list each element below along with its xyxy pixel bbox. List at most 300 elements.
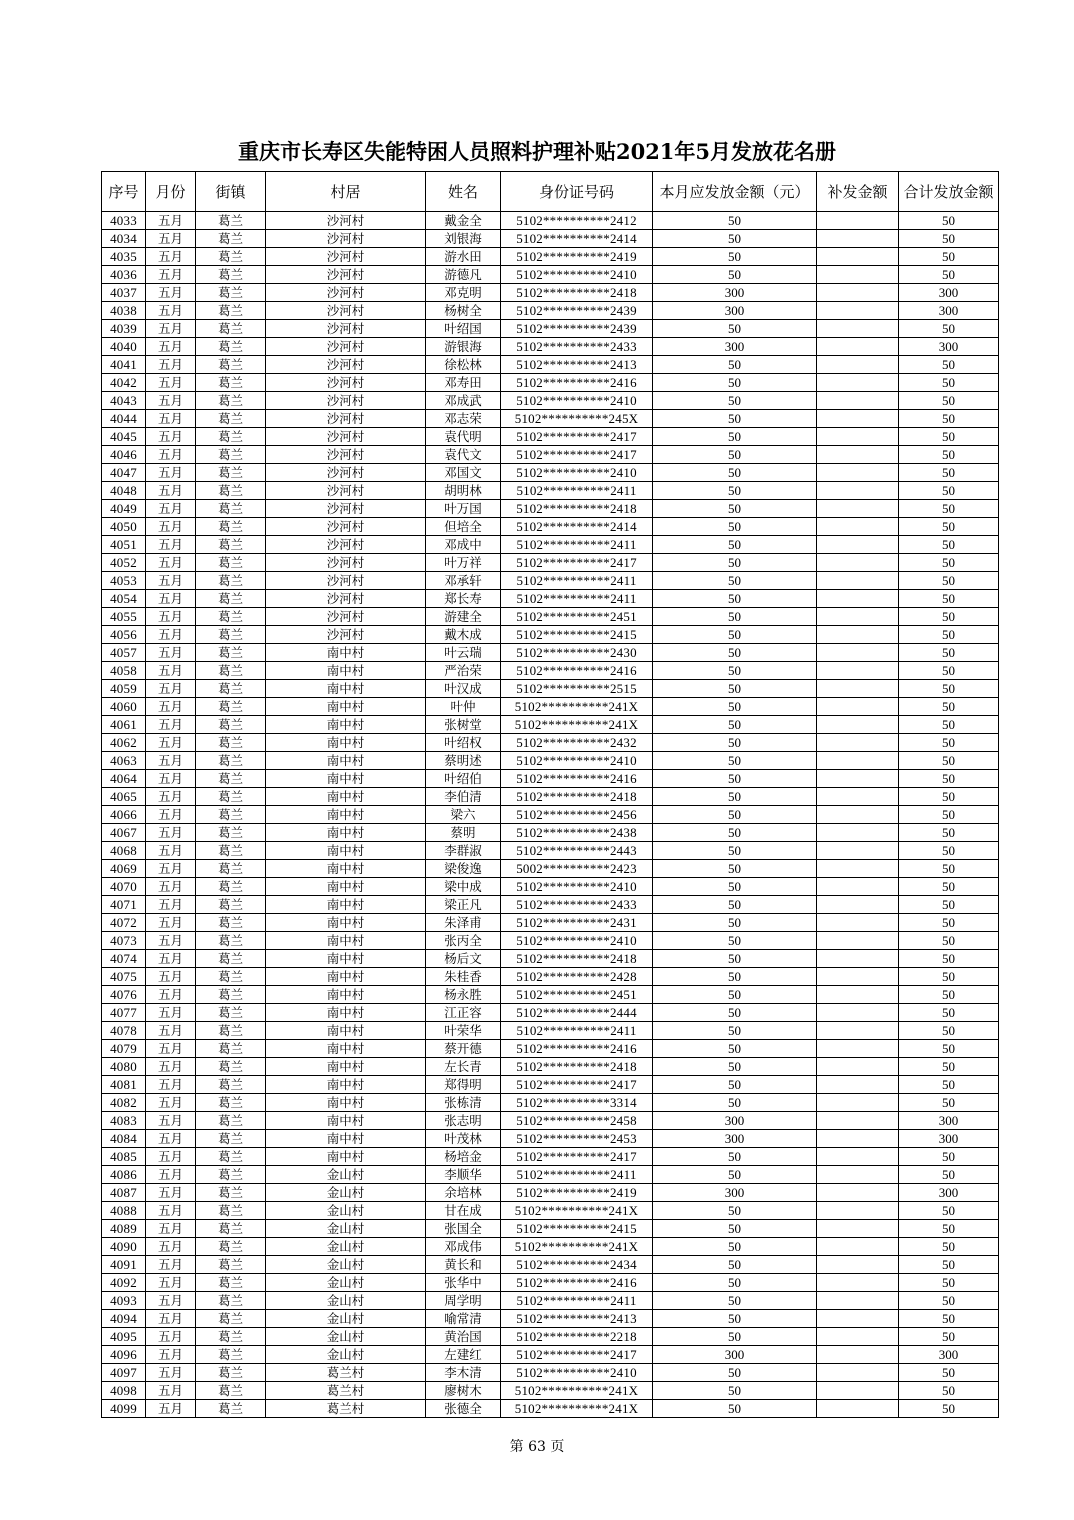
cell-village: 南中村	[266, 878, 426, 896]
cell-id-number: 5102**********241X	[501, 1238, 653, 1256]
cell-name: 叶绍伯	[426, 770, 501, 788]
cell-monthly-amount: 50	[653, 230, 817, 248]
cell-name: 廖树木	[426, 1382, 501, 1400]
cell-back-pay	[817, 1310, 899, 1328]
cell-total: 50	[899, 410, 999, 428]
cell-back-pay	[817, 1076, 899, 1094]
cell-back-pay	[817, 1040, 899, 1058]
cell-id-number: 5102**********2410	[501, 464, 653, 482]
cell-month: 五月	[146, 1076, 196, 1094]
cell-town: 葛兰	[196, 896, 266, 914]
cell-monthly-amount: 50	[653, 482, 817, 500]
cell-monthly-amount: 300	[653, 1112, 817, 1130]
cell-name: 蔡明述	[426, 752, 501, 770]
col-header-monthly-amount: 本月应发放金额（元）	[653, 172, 817, 212]
cell-seq: 4075	[102, 968, 146, 986]
cell-village: 沙河村	[266, 626, 426, 644]
cell-month: 五月	[146, 662, 196, 680]
cell-town: 葛兰	[196, 878, 266, 896]
cell-back-pay	[817, 1220, 899, 1238]
table-row	[102, 734, 999, 752]
cell-total: 50	[899, 212, 999, 230]
cell-total: 50	[899, 824, 999, 842]
cell-village: 南中村	[266, 1148, 426, 1166]
cell-village: 南中村	[266, 734, 426, 752]
cell-town: 葛兰	[196, 428, 266, 446]
cell-seq: 4083	[102, 1112, 146, 1130]
cell-village: 金山村	[266, 1220, 426, 1238]
cell-seq: 4033	[102, 212, 146, 230]
cell-town: 葛兰	[196, 644, 266, 662]
table-row	[102, 338, 999, 356]
cell-total: 50	[899, 770, 999, 788]
cell-seq: 4086	[102, 1166, 146, 1184]
cell-total: 50	[899, 1400, 999, 1418]
cell-back-pay	[817, 788, 899, 806]
cell-monthly-amount: 50	[653, 392, 817, 410]
cell-name: 李顺华	[426, 1166, 501, 1184]
cell-seq: 4062	[102, 734, 146, 752]
cell-id-number: 5102**********241X	[501, 1382, 653, 1400]
cell-monthly-amount: 50	[653, 608, 817, 626]
cell-town: 葛兰	[196, 698, 266, 716]
cell-town: 葛兰	[196, 1238, 266, 1256]
cell-back-pay	[817, 518, 899, 536]
cell-seq: 4066	[102, 806, 146, 824]
cell-month: 五月	[146, 698, 196, 716]
cell-back-pay	[817, 806, 899, 824]
cell-name: 张华中	[426, 1274, 501, 1292]
cell-seq: 4094	[102, 1310, 146, 1328]
cell-total: 50	[899, 1148, 999, 1166]
cell-id-number: 5102**********241X	[501, 1202, 653, 1220]
cell-seq: 4048	[102, 482, 146, 500]
cell-back-pay	[817, 338, 899, 356]
cell-month: 五月	[146, 482, 196, 500]
cell-monthly-amount: 50	[653, 950, 817, 968]
cell-seq: 4056	[102, 626, 146, 644]
table-row	[102, 770, 999, 788]
cell-back-pay	[817, 986, 899, 1004]
table-row	[102, 1148, 999, 1166]
cell-month: 五月	[146, 626, 196, 644]
cell-id-number: 5102**********2417	[501, 428, 653, 446]
cell-month: 五月	[146, 212, 196, 230]
cell-village: 南中村	[266, 1022, 426, 1040]
cell-village: 南中村	[266, 770, 426, 788]
cell-village: 沙河村	[266, 608, 426, 626]
cell-town: 葛兰	[196, 212, 266, 230]
cell-monthly-amount: 50	[653, 914, 817, 932]
table-row	[102, 914, 999, 932]
cell-monthly-amount: 50	[653, 1238, 817, 1256]
cell-monthly-amount: 50	[653, 680, 817, 698]
cell-town: 葛兰	[196, 536, 266, 554]
cell-month: 五月	[146, 1310, 196, 1328]
table-row	[102, 1202, 999, 1220]
cell-name: 张志明	[426, 1112, 501, 1130]
cell-id-number: 5102**********2410	[501, 266, 653, 284]
table-row	[102, 1238, 999, 1256]
cell-town: 葛兰	[196, 1076, 266, 1094]
cell-total: 50	[899, 608, 999, 626]
cell-village: 南中村	[266, 896, 426, 914]
table-row	[102, 554, 999, 572]
cell-back-pay	[817, 230, 899, 248]
cell-town: 葛兰	[196, 950, 266, 968]
table-row	[102, 482, 999, 500]
cell-back-pay	[817, 878, 899, 896]
cell-total: 50	[899, 1040, 999, 1058]
cell-town: 葛兰	[196, 1184, 266, 1202]
cell-name: 蔡明	[426, 824, 501, 842]
cell-seq: 4098	[102, 1382, 146, 1400]
cell-id-number: 5002**********2423	[501, 860, 653, 878]
table-row	[102, 1346, 999, 1364]
cell-town: 葛兰	[196, 1130, 266, 1148]
cell-name: 张树堂	[426, 716, 501, 734]
col-header-village: 村居	[266, 172, 426, 212]
cell-name: 朱桂香	[426, 968, 501, 986]
cell-total: 50	[899, 752, 999, 770]
cell-month: 五月	[146, 248, 196, 266]
cell-month: 五月	[146, 1148, 196, 1166]
cell-name: 严治荣	[426, 662, 501, 680]
cell-id-number: 5102**********2416	[501, 770, 653, 788]
cell-name: 徐松林	[426, 356, 501, 374]
cell-town: 葛兰	[196, 572, 266, 590]
cell-month: 五月	[146, 518, 196, 536]
table-row	[102, 1310, 999, 1328]
cell-seq: 4067	[102, 824, 146, 842]
cell-month: 五月	[146, 734, 196, 752]
cell-seq: 4042	[102, 374, 146, 392]
cell-total: 50	[899, 788, 999, 806]
cell-total: 50	[899, 806, 999, 824]
cell-month: 五月	[146, 1166, 196, 1184]
cell-back-pay	[817, 1202, 899, 1220]
cell-monthly-amount: 300	[653, 1184, 817, 1202]
cell-id-number: 5102**********2416	[501, 1040, 653, 1058]
cell-town: 葛兰	[196, 968, 266, 986]
cell-id-number: 5102**********2418	[501, 1058, 653, 1076]
cell-total: 50	[899, 680, 999, 698]
cell-id-number: 5102**********2433	[501, 896, 653, 914]
cell-total: 50	[899, 716, 999, 734]
cell-total: 50	[899, 1022, 999, 1040]
table-row	[102, 1184, 999, 1202]
cell-monthly-amount: 50	[653, 896, 817, 914]
cell-town: 葛兰	[196, 1364, 266, 1382]
table-row	[102, 1382, 999, 1400]
cell-back-pay	[817, 446, 899, 464]
cell-id-number: 5102**********2416	[501, 662, 653, 680]
cell-town: 葛兰	[196, 626, 266, 644]
cell-village: 金山村	[266, 1202, 426, 1220]
cell-town: 葛兰	[196, 266, 266, 284]
cell-village: 南中村	[266, 968, 426, 986]
col-header-town: 街镇	[196, 172, 266, 212]
cell-id-number: 5102**********2411	[501, 1166, 653, 1184]
cell-village: 沙河村	[266, 248, 426, 266]
cell-month: 五月	[146, 500, 196, 518]
table-row	[102, 986, 999, 1004]
cell-back-pay	[817, 212, 899, 230]
table-row	[102, 806, 999, 824]
cell-total: 50	[899, 428, 999, 446]
table-row	[102, 302, 999, 320]
cell-town: 葛兰	[196, 914, 266, 932]
cell-seq: 4043	[102, 392, 146, 410]
cell-back-pay	[817, 266, 899, 284]
cell-name: 游水田	[426, 248, 501, 266]
cell-month: 五月	[146, 320, 196, 338]
table-row	[102, 428, 999, 446]
cell-month: 五月	[146, 284, 196, 302]
table-row	[102, 1094, 999, 1112]
cell-id-number: 5102**********2410	[501, 932, 653, 950]
cell-town: 葛兰	[196, 1148, 266, 1166]
cell-name: 叶万祥	[426, 554, 501, 572]
cell-monthly-amount: 50	[653, 1274, 817, 1292]
cell-seq: 4072	[102, 914, 146, 932]
table-row	[102, 752, 999, 770]
cell-month: 五月	[146, 608, 196, 626]
table-row	[102, 680, 999, 698]
page-number: 第 63 页	[509, 1439, 565, 1455]
cell-town: 葛兰	[196, 986, 266, 1004]
cell-town: 葛兰	[196, 1022, 266, 1040]
table-row	[102, 1400, 999, 1418]
cell-month: 五月	[146, 1256, 196, 1274]
table-row	[102, 662, 999, 680]
cell-village: 南中村	[266, 716, 426, 734]
cell-id-number: 5102**********2414	[501, 518, 653, 536]
cell-monthly-amount: 50	[653, 662, 817, 680]
cell-back-pay	[817, 1184, 899, 1202]
cell-total: 50	[899, 1328, 999, 1346]
cell-monthly-amount: 50	[653, 644, 817, 662]
cell-village: 南中村	[266, 842, 426, 860]
cell-town: 葛兰	[196, 338, 266, 356]
table-row	[102, 1166, 999, 1184]
cell-name: 李木清	[426, 1364, 501, 1382]
cell-town: 葛兰	[196, 734, 266, 752]
cell-seq: 4059	[102, 680, 146, 698]
cell-name: 邓承轩	[426, 572, 501, 590]
cell-monthly-amount: 50	[653, 1328, 817, 1346]
cell-back-pay	[817, 482, 899, 500]
cell-id-number: 5102**********2451	[501, 986, 653, 1004]
cell-name: 杨树全	[426, 302, 501, 320]
table-row	[102, 1004, 999, 1022]
cell-name: 叶仲	[426, 698, 501, 716]
cell-total: 50	[899, 1364, 999, 1382]
cell-back-pay	[817, 734, 899, 752]
cell-monthly-amount: 50	[653, 1202, 817, 1220]
cell-id-number: 5102**********2453	[501, 1130, 653, 1148]
cell-seq: 4096	[102, 1346, 146, 1364]
cell-back-pay	[817, 644, 899, 662]
table-row	[102, 1328, 999, 1346]
cell-back-pay	[817, 1274, 899, 1292]
cell-seq: 4044	[102, 410, 146, 428]
cell-village: 金山村	[266, 1166, 426, 1184]
cell-month: 五月	[146, 1202, 196, 1220]
cell-id-number: 5102**********2411	[501, 1292, 653, 1310]
cell-seq: 4082	[102, 1094, 146, 1112]
cell-monthly-amount: 50	[653, 752, 817, 770]
cell-village: 南中村	[266, 950, 426, 968]
cell-total: 50	[899, 1058, 999, 1076]
cell-seq: 4095	[102, 1328, 146, 1346]
table-row	[102, 644, 999, 662]
cell-town: 葛兰	[196, 1256, 266, 1274]
cell-village: 沙河村	[266, 266, 426, 284]
cell-total: 50	[899, 734, 999, 752]
cell-back-pay	[817, 428, 899, 446]
cell-name: 邓志荣	[426, 410, 501, 428]
cell-town: 葛兰	[196, 320, 266, 338]
cell-seq: 4068	[102, 842, 146, 860]
cell-back-pay	[817, 1130, 899, 1148]
cell-month: 五月	[146, 1328, 196, 1346]
table-row	[102, 608, 999, 626]
cell-total: 50	[899, 572, 999, 590]
table-row	[102, 410, 999, 428]
cell-name: 黄长和	[426, 1256, 501, 1274]
cell-id-number: 5102**********2439	[501, 320, 653, 338]
cell-village: 金山村	[266, 1238, 426, 1256]
cell-month: 五月	[146, 878, 196, 896]
cell-month: 五月	[146, 806, 196, 824]
table-row	[102, 374, 999, 392]
cell-total: 50	[899, 1292, 999, 1310]
table-row	[102, 230, 999, 248]
cell-back-pay	[817, 320, 899, 338]
cell-back-pay	[817, 302, 899, 320]
cell-seq: 4097	[102, 1364, 146, 1382]
cell-town: 葛兰	[196, 1400, 266, 1418]
cell-monthly-amount: 300	[653, 1130, 817, 1148]
cell-seq: 4063	[102, 752, 146, 770]
cell-month: 五月	[146, 446, 196, 464]
cell-monthly-amount: 50	[653, 1256, 817, 1274]
cell-name: 叶汉成	[426, 680, 501, 698]
cell-seq: 4081	[102, 1076, 146, 1094]
cell-id-number: 5102**********2439	[501, 302, 653, 320]
cell-month: 五月	[146, 950, 196, 968]
table-row	[102, 698, 999, 716]
cell-total: 50	[899, 1382, 999, 1400]
table-row	[102, 572, 999, 590]
cell-month: 五月	[146, 1094, 196, 1112]
cell-seq: 4040	[102, 338, 146, 356]
cell-town: 葛兰	[196, 500, 266, 518]
table-row	[102, 1040, 999, 1058]
cell-name: 游德凡	[426, 266, 501, 284]
cell-village: 南中村	[266, 752, 426, 770]
cell-village: 金山村	[266, 1274, 426, 1292]
table-row	[102, 932, 999, 950]
cell-town: 葛兰	[196, 680, 266, 698]
cell-total: 50	[899, 374, 999, 392]
cell-name: 杨培金	[426, 1148, 501, 1166]
cell-total: 50	[899, 266, 999, 284]
table-row	[102, 284, 999, 302]
cell-total: 50	[899, 1166, 999, 1184]
cell-seq: 4047	[102, 464, 146, 482]
cell-monthly-amount: 50	[653, 518, 817, 536]
cell-id-number: 5102**********2417	[501, 554, 653, 572]
cell-monthly-amount: 300	[653, 1346, 817, 1364]
cell-back-pay	[817, 1382, 899, 1400]
cell-village: 南中村	[266, 1076, 426, 1094]
cell-total: 50	[899, 230, 999, 248]
table-row	[102, 1256, 999, 1274]
cell-id-number: 5102**********2456	[501, 806, 653, 824]
cell-month: 五月	[146, 1022, 196, 1040]
cell-seq: 4079	[102, 1040, 146, 1058]
cell-id-number: 5102**********2430	[501, 644, 653, 662]
cell-seq: 4036	[102, 266, 146, 284]
cell-monthly-amount: 50	[653, 1076, 817, 1094]
col-header-name: 姓名	[426, 172, 501, 212]
cell-town: 葛兰	[196, 1382, 266, 1400]
cell-seq: 4058	[102, 662, 146, 680]
cell-id-number: 5102**********2432	[501, 734, 653, 752]
cell-name: 李伯清	[426, 788, 501, 806]
cell-id-number: 5102**********2410	[501, 1364, 653, 1382]
cell-seq: 4073	[102, 932, 146, 950]
cell-name: 余培林	[426, 1184, 501, 1202]
table-row	[102, 356, 999, 374]
cell-id-number: 5102**********2410	[501, 878, 653, 896]
cell-town: 葛兰	[196, 230, 266, 248]
cell-village: 沙河村	[266, 518, 426, 536]
cell-name: 邓克明	[426, 284, 501, 302]
cell-seq: 4085	[102, 1148, 146, 1166]
cell-name: 郑长寿	[426, 590, 501, 608]
cell-seq: 4090	[102, 1238, 146, 1256]
cell-monthly-amount: 50	[653, 806, 817, 824]
cell-town: 葛兰	[196, 248, 266, 266]
table-row	[102, 536, 999, 554]
cell-village: 沙河村	[266, 500, 426, 518]
cell-name: 蔡开德	[426, 1040, 501, 1058]
cell-name: 叶云瑞	[426, 644, 501, 662]
table-row	[102, 716, 999, 734]
cell-month: 五月	[146, 590, 196, 608]
cell-name: 刘银海	[426, 230, 501, 248]
cell-back-pay	[817, 1292, 899, 1310]
cell-village: 南中村	[266, 1130, 426, 1148]
cell-monthly-amount: 50	[653, 1004, 817, 1022]
cell-id-number: 5102**********2415	[501, 626, 653, 644]
cell-monthly-amount: 300	[653, 338, 817, 356]
cell-month: 五月	[146, 1058, 196, 1076]
cell-town: 葛兰	[196, 464, 266, 482]
cell-name: 黄治国	[426, 1328, 501, 1346]
cell-seq: 4074	[102, 950, 146, 968]
cell-back-pay	[817, 1364, 899, 1382]
cell-town: 葛兰	[196, 1310, 266, 1328]
cell-seq: 4041	[102, 356, 146, 374]
cell-name: 郑得明	[426, 1076, 501, 1094]
cell-id-number: 5102**********241X	[501, 716, 653, 734]
cell-back-pay	[817, 1022, 899, 1040]
cell-name: 张丙全	[426, 932, 501, 950]
